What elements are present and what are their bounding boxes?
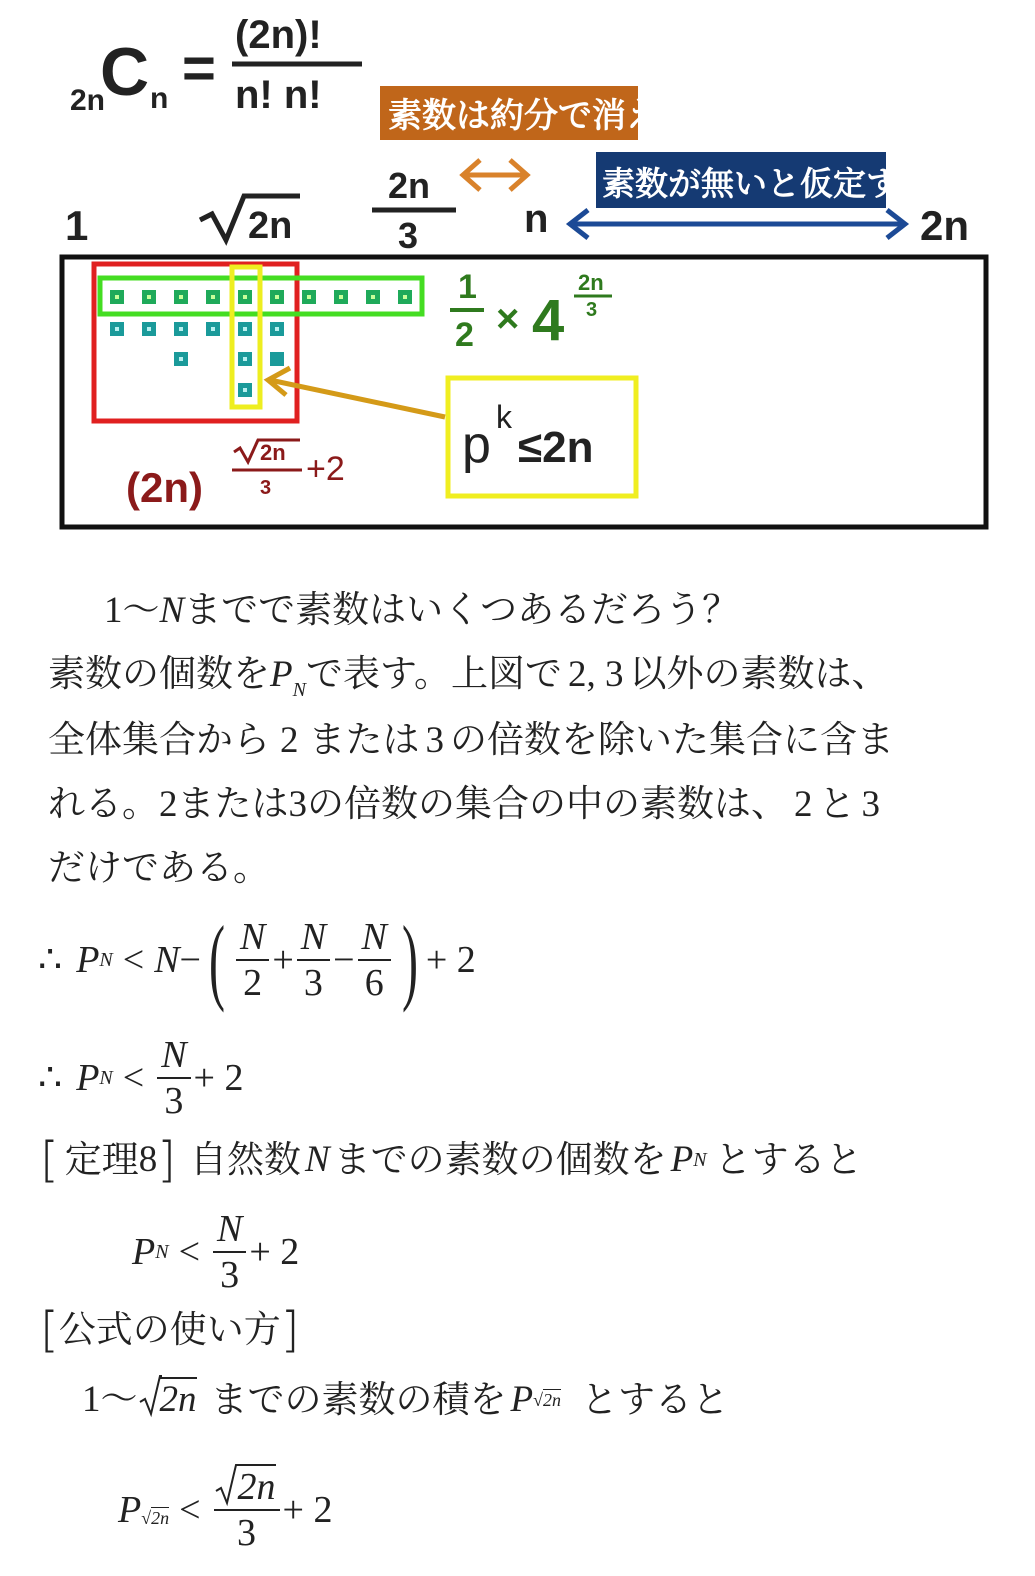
eq3-tail: + 2 [249, 1231, 300, 1273]
red-exp-num: 2n [260, 440, 286, 465]
binom-lower-left: 2n [70, 84, 106, 117]
eq1-frac2 [297, 915, 330, 1005]
eq4-fn [214, 1465, 280, 1509]
equation-3 [132, 1202, 299, 1302]
grid-dot-center [275, 295, 279, 299]
para-line-4: だけである。 [48, 846, 270, 889]
thm-num: 8 [138, 1139, 158, 1180]
q-num: 1〜 [104, 590, 160, 631]
pk-rel: ≤2n [518, 423, 594, 472]
eq1-P: P [76, 939, 100, 981]
u1-a: 1〜 [82, 1379, 138, 1420]
q-rest: までで素数はいくつあるだろう？ [184, 588, 740, 631]
eq4-tail: + 2 [282, 1489, 333, 1531]
eq4-sub-rad: 2n [151, 1508, 170, 1528]
axis-sqrt-radicand: 2n [248, 205, 293, 247]
equation-1 [38, 905, 476, 1015]
usage-line [82, 1378, 729, 1422]
p3h: 3 [861, 784, 880, 825]
eq1-f1n: N [239, 916, 266, 958]
eq1-lt: < [122, 939, 145, 981]
eq2-lt: < [122, 1057, 145, 1099]
u1-rad: 2n [159, 1379, 197, 1420]
grid-dot-center [307, 295, 311, 299]
green-half-num: 1 [458, 268, 477, 306]
eq3-fn: N [217, 1208, 243, 1250]
eq1-therefore: ∴ [38, 939, 63, 981]
p2e: の倍数を除いた集合に含ま [450, 718, 894, 761]
thm-P: P [670, 1139, 694, 1180]
grid-dot-center [179, 327, 183, 331]
green-half-den: 2 [455, 316, 474, 354]
binom-equals: = [182, 36, 216, 101]
grid-dot-center [147, 327, 151, 331]
eq1-lparen: ( [208, 906, 225, 1013]
p1a: 素数の個数を [48, 652, 270, 695]
p2b: 2 [280, 720, 299, 761]
blue-label: 素数が無いと仮定する [602, 164, 932, 203]
binom-letter: C [100, 34, 150, 110]
eq4-frac [214, 1465, 280, 1555]
red-box [94, 264, 297, 421]
p2d: 3 [425, 720, 444, 761]
grid-dot-center [147, 295, 151, 299]
eq4-P: P [118, 1489, 142, 1531]
eq3-N: N [155, 1241, 169, 1263]
thm-lbracket: [ [40, 1132, 59, 1188]
eq1-minus: − [179, 939, 201, 981]
grid-dot-center [339, 295, 343, 299]
eq3-P: P [132, 1231, 156, 1273]
p3d: 3 [288, 784, 307, 825]
green-times: × [496, 297, 520, 341]
grid-dot-center [115, 327, 119, 331]
axis-n: n [524, 197, 549, 241]
eq4-fd: 3 [237, 1512, 257, 1554]
grid-dot-center [275, 327, 279, 331]
theorem-line [40, 1132, 863, 1188]
eq4-lt: < [179, 1489, 201, 1531]
eq3-fd: 3 [220, 1254, 240, 1296]
p3f: 2 [794, 784, 813, 825]
blue-double-arrow [570, 210, 905, 238]
u1-sub: √2n [533, 1390, 561, 1410]
green-exp-den: 3 [586, 299, 598, 321]
grid-dot-center [211, 295, 215, 299]
p2c: または [308, 718, 420, 761]
thm-b: までの素数の個数を [333, 1138, 667, 1181]
eq1-frac3 [358, 915, 391, 1005]
red-plus: +2 [306, 450, 345, 488]
axis-one: 1 [65, 202, 89, 249]
orange-label: 素数は約分で消える [388, 96, 694, 136]
p3c: または [177, 782, 289, 825]
thm-c: とすると [714, 1138, 863, 1181]
u1-c: とすると [581, 1378, 729, 1421]
usage-header [40, 1302, 300, 1358]
q-N: N [159, 590, 185, 631]
eq2-N: N [99, 1067, 113, 1089]
eq1-rparen: ) [401, 906, 418, 1013]
thm-a: 自然数 [189, 1138, 301, 1181]
binom-numerator: (2n)! [235, 13, 322, 57]
pk-k: k [496, 399, 512, 435]
p3b: 2 [159, 784, 178, 825]
eq2-tail: + 2 [193, 1057, 244, 1099]
eq1-tail: + 2 [425, 939, 476, 981]
para-line-1 [48, 652, 889, 712]
eq1-f2n: N [300, 916, 327, 958]
u1-sqrt-sign [138, 1374, 162, 1420]
axis-frac-num: 2n [388, 165, 431, 206]
green-base: 4 [532, 288, 565, 353]
axis-two-n: 2n [920, 202, 970, 249]
binom-denominator: n! n! [235, 73, 322, 117]
p3a: れる。 [48, 782, 159, 825]
eq1-f1d: 2 [243, 962, 263, 1004]
p1-N: N [292, 679, 306, 701]
p3g: と [818, 782, 856, 825]
eq1-f3d: 6 [364, 962, 384, 1004]
eq2-frac [157, 1033, 190, 1123]
usage-title: 公式の使い方 [58, 1308, 281, 1351]
grid-dot-center [179, 295, 183, 299]
grid-dot-center [243, 357, 247, 361]
thm-PN: N [693, 1149, 707, 1171]
p3e: の倍数の集合の中の素数は、 [307, 782, 788, 825]
thm-N: N [304, 1139, 330, 1180]
grid-dot-center [371, 295, 375, 299]
eq1-f2d: 3 [303, 962, 323, 1004]
red-exp-den: 3 [260, 477, 272, 499]
eq3-frac [213, 1207, 246, 1297]
eq4-sub: √2n [141, 1508, 170, 1528]
u1-P: P [510, 1379, 534, 1420]
eq2-P: P [76, 1057, 100, 1099]
binom-lower-right: n [150, 82, 169, 115]
grid-dot-center [179, 357, 183, 361]
red-base: (2n) [126, 464, 203, 511]
eq1-minus2: − [333, 939, 355, 981]
eq2-fd: 3 [164, 1080, 184, 1122]
green-exp-num: 2n [578, 270, 604, 295]
para-line-2 [48, 718, 894, 763]
u1-sqrt [138, 1378, 197, 1422]
usage-rbracket: ] [280, 1302, 300, 1358]
grid-dot-center [115, 295, 119, 299]
eq2-fn: N [161, 1034, 187, 1076]
u1-b: までの素数の積を [210, 1378, 507, 1421]
eq4-sqrt-sign [214, 1463, 240, 1509]
u1-sub-rad: 2n [543, 1390, 561, 1410]
grid-dot-center [403, 295, 407, 299]
para-line-3 [48, 782, 886, 827]
thm-label: 定理 [64, 1138, 139, 1181]
grid-dot-center [243, 388, 247, 392]
usage-lbracket: [ [40, 1302, 59, 1358]
eq4-fn-rad: 2n [237, 1466, 276, 1508]
orange-double-arrow [463, 160, 527, 190]
equation-2 [38, 1028, 243, 1128]
eq1-frac1 [236, 915, 269, 1005]
p1c: 2, 3 [568, 654, 624, 695]
p1b: で表す。上図で [305, 652, 562, 695]
figure-diagram [0, 0, 1035, 540]
grid-dot-center [243, 327, 247, 331]
thm-rbracket: ] [157, 1132, 176, 1188]
question-line [104, 588, 739, 633]
eq2-therefore: ∴ [38, 1057, 63, 1099]
axis-frac-den: 3 [398, 215, 419, 256]
p1d: 以外の素数は、 [629, 652, 889, 695]
equation-4 [118, 1450, 332, 1570]
p1-P: P [270, 654, 293, 695]
grid-dot-center [243, 295, 247, 299]
pk-p: p [462, 416, 491, 474]
eq3-lt: < [178, 1231, 200, 1273]
eq1-Nvar: N [154, 939, 180, 981]
grid-dot-center [211, 327, 215, 331]
grid-dot [270, 352, 284, 366]
eq1-plus: + [272, 939, 294, 981]
eq1-N: N [99, 949, 113, 971]
eq1-f3n: N [361, 916, 387, 958]
p2a: 全体集合から [48, 718, 270, 761]
